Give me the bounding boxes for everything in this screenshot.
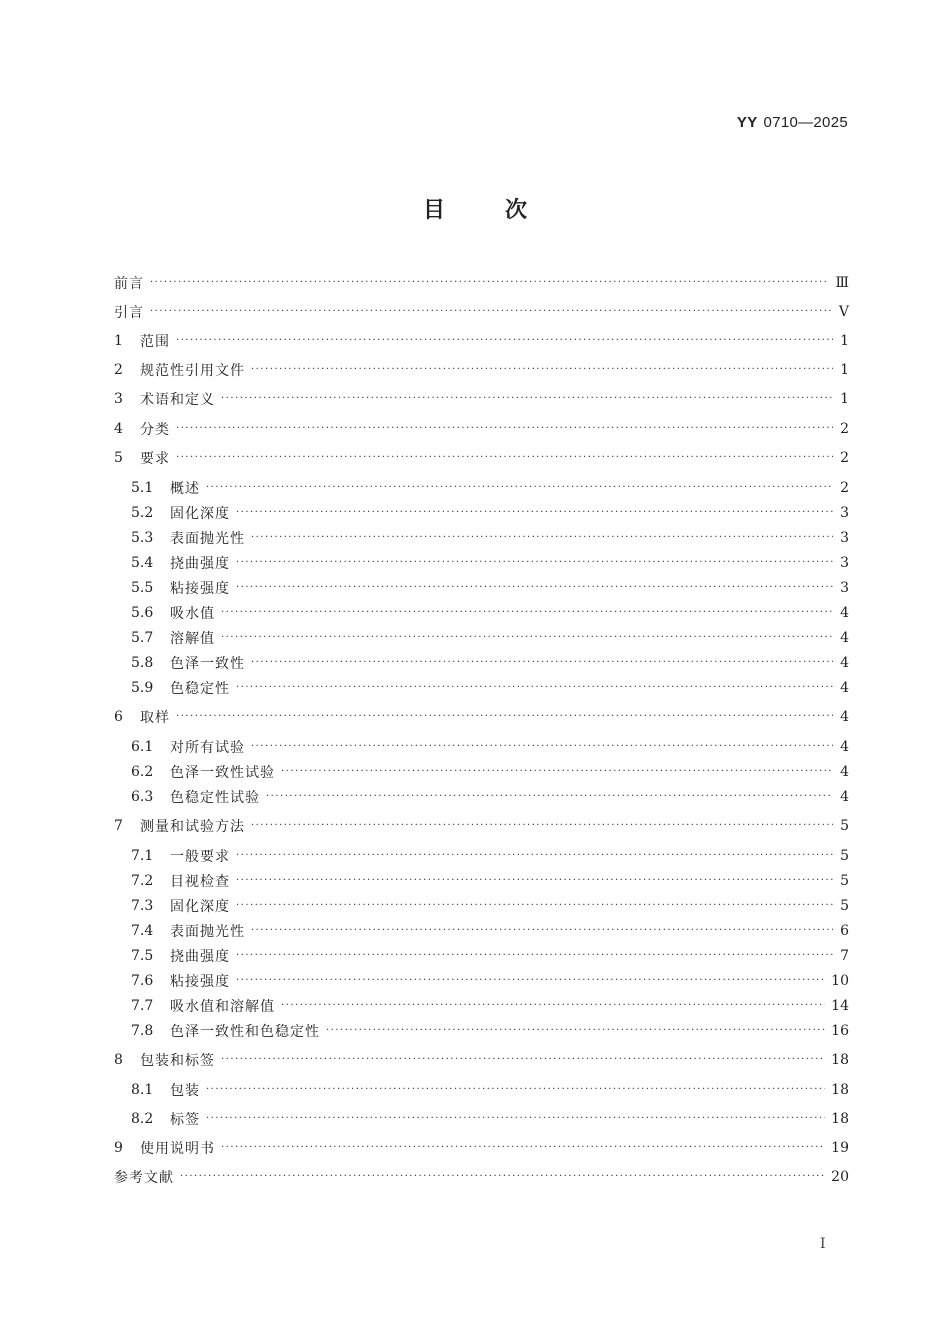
- toc-entry[interactable]: [114, 815, 849, 837]
- toc-entry[interactable]: [114, 1020, 849, 1042]
- toc-entry-label: 固化深度: [170, 506, 230, 522]
- toc-entry[interactable]: [114, 418, 849, 440]
- toc-entry-page: 3: [840, 580, 849, 596]
- toc-entry[interactable]: [114, 970, 849, 992]
- toc-entry-page: 3: [840, 505, 849, 521]
- toc-dot-leader: [150, 276, 829, 290]
- toc-entry[interactable]: [114, 577, 849, 599]
- toc-dot-leader: [236, 974, 825, 988]
- toc-entry-page: 4: [840, 680, 849, 696]
- toc-entry-number: 7.3: [131, 898, 154, 914]
- toc-entry-page: 1: [840, 362, 849, 378]
- toc-dot-leader: [150, 305, 833, 319]
- toc-entry-page: 3: [840, 530, 849, 546]
- toc-entry-number: 5.4: [131, 555, 154, 571]
- toc-dot-leader: [236, 681, 833, 695]
- toc-entry-page: 5: [840, 848, 849, 864]
- toc-entry[interactable]: [114, 706, 849, 728]
- toc-entry-number: 7.8: [131, 1023, 154, 1039]
- toc-entry[interactable]: [114, 388, 849, 410]
- toc-entry[interactable]: [114, 845, 849, 867]
- toc-entry-number: 3: [114, 391, 123, 407]
- toc-entry[interactable]: [114, 677, 849, 699]
- toc-entry-page: 20: [831, 1169, 849, 1185]
- toc-entry-label: 标签: [170, 1112, 200, 1128]
- toc-entry-page: 2: [840, 421, 849, 437]
- toc-entry-label: 术语和定义: [140, 392, 215, 408]
- toc-dot-leader: [251, 656, 833, 670]
- toc-entry-label: 测量和试验方法: [140, 819, 245, 835]
- toc-entry-label: 表面抛光性: [170, 924, 245, 940]
- toc-dot-leader: [236, 949, 833, 963]
- toc-dot-leader: [236, 581, 833, 595]
- toc-entry[interactable]: [114, 301, 849, 323]
- toc-entry-label: 色稳定性: [170, 681, 230, 697]
- page-number: I: [820, 1236, 826, 1252]
- toc-entry-label: 概述: [170, 481, 200, 497]
- toc-entry-page: 6: [840, 923, 849, 939]
- toc-entry-number: 5.8: [131, 655, 154, 671]
- toc-entry-number: 7.7: [131, 998, 154, 1014]
- toc-entry-number: 1: [114, 333, 123, 349]
- toc-entry-label: 固化深度: [170, 899, 230, 915]
- toc-dot-leader: [221, 1053, 825, 1067]
- toc-dot-leader: [251, 531, 833, 545]
- toc-entry-page: 4: [840, 739, 849, 755]
- toc-entry[interactable]: [114, 1166, 849, 1188]
- toc-dot-leader: [251, 363, 833, 377]
- toc-entry-page: 18: [831, 1052, 849, 1068]
- toc-entry[interactable]: [114, 359, 849, 381]
- toc-entry[interactable]: [114, 761, 849, 783]
- toc-entry-page: 1: [840, 333, 849, 349]
- standard-prefix: YY: [736, 114, 758, 131]
- toc-dot-leader: [206, 1083, 825, 1097]
- toc-entry-number: 5.5: [131, 580, 154, 596]
- toc-entry-label: 包装和标签: [140, 1053, 215, 1069]
- toc-entry-page: 2: [840, 450, 849, 466]
- toc-entry[interactable]: [114, 602, 849, 624]
- toc-entry-page: 1: [840, 391, 849, 407]
- toc-entry-label: 参考文献: [114, 1170, 174, 1186]
- toc-dot-leader: [236, 556, 833, 570]
- toc-entry[interactable]: [114, 527, 849, 549]
- toc-entry-page: 18: [831, 1111, 849, 1127]
- toc-entry[interactable]: [114, 1137, 849, 1159]
- toc-dot-leader: [206, 1112, 825, 1126]
- toc-entry-page: 14: [831, 998, 849, 1014]
- toc-entry[interactable]: [114, 627, 849, 649]
- toc-entry-label: 分类: [140, 422, 170, 438]
- toc-entry-label: 取样: [140, 710, 170, 726]
- toc-dot-leader: [176, 334, 833, 348]
- toc-entry-number: 7.2: [131, 873, 154, 889]
- toc-dot-leader: [236, 899, 833, 913]
- toc-dot-leader: [221, 606, 833, 620]
- toc-entry[interactable]: [114, 477, 849, 499]
- toc-entry-page: 4: [840, 709, 849, 725]
- toc-entry-number: 5.9: [131, 680, 154, 696]
- toc-entry-number: 4: [114, 421, 123, 437]
- page-title: 目次: [422, 198, 587, 223]
- toc-entry[interactable]: [114, 995, 849, 1017]
- toc-entry-label: 色泽一致性试验: [170, 765, 275, 781]
- toc-entry[interactable]: [114, 502, 849, 524]
- toc-entry-label: 色泽一致性和色稳定性: [170, 1024, 320, 1040]
- toc-entry-label: 吸水值: [170, 606, 215, 622]
- toc-entry-number: 9: [114, 1140, 123, 1156]
- toc-entry-label: 吸水值和溶解值: [170, 999, 275, 1015]
- toc-entry-label: 目视检查: [170, 874, 230, 890]
- toc-entry[interactable]: [114, 330, 849, 352]
- standard-code: [737, 114, 848, 131]
- standard-number: 0710—2025: [763, 114, 848, 131]
- toc-dot-leader: [180, 1170, 825, 1184]
- toc-entry-number: 8.1: [131, 1082, 154, 1098]
- toc-entry[interactable]: [114, 552, 849, 574]
- toc-entry-label: 规范性引用文件: [140, 363, 245, 379]
- toc-entry-number: 6.1: [131, 739, 154, 755]
- toc-entry-label: 要求: [140, 451, 170, 467]
- toc-entry[interactable]: [114, 652, 849, 674]
- toc-entry-label: 溶解值: [170, 631, 215, 647]
- toc-dot-leader: [176, 710, 833, 724]
- toc-entry[interactable]: [114, 1079, 849, 1101]
- toc-entry-page: 4: [840, 764, 849, 780]
- toc-entry[interactable]: [114, 447, 849, 469]
- toc-dot-leader: [326, 1024, 825, 1038]
- toc-entry-number: 7.5: [131, 948, 154, 964]
- toc-entry-label: 一般要求: [170, 849, 230, 865]
- toc-entry-label: 色稳定性试验: [170, 790, 260, 806]
- toc-entry-label: 粘接强度: [170, 581, 230, 597]
- toc-entry-page: 5: [840, 898, 849, 914]
- toc-entry-label: 挠曲强度: [170, 949, 230, 965]
- toc-dot-leader: [281, 765, 833, 779]
- toc-entry[interactable]: [114, 736, 849, 758]
- toc-entry-page: 16: [831, 1023, 849, 1039]
- toc-entry-number: 7.4: [131, 923, 154, 939]
- toc-entry-label: 使用说明书: [140, 1141, 215, 1157]
- toc-entry-page: Ⅲ: [835, 275, 849, 291]
- toc-entry-number: 8: [114, 1052, 123, 1068]
- toc-entry-label: 引言: [114, 305, 144, 321]
- toc-dot-leader: [221, 631, 833, 645]
- toc-entry-number: 6: [114, 709, 123, 725]
- toc-entry[interactable]: [114, 786, 849, 808]
- toc-dot-leader: [251, 819, 833, 833]
- toc-dot-leader: [236, 874, 833, 888]
- toc-entry-label: 包装: [170, 1083, 200, 1099]
- toc-entry-label: 表面抛光性: [170, 531, 245, 547]
- toc-entry-page: 19: [831, 1140, 849, 1156]
- toc-dot-leader: [251, 924, 833, 938]
- toc-entry-label: 粘接强度: [170, 974, 230, 990]
- toc-entry-label: 挠曲强度: [170, 556, 230, 572]
- toc-entry-page: 2: [840, 480, 849, 496]
- toc-entry-page: 7: [840, 948, 849, 964]
- toc-entry[interactable]: [114, 920, 849, 942]
- toc-dot-leader: [176, 422, 833, 436]
- toc-entry[interactable]: [114, 1049, 849, 1071]
- toc-dot-leader: [176, 451, 833, 465]
- toc-entry[interactable]: [114, 1108, 849, 1130]
- toc-entry-number: 5.7: [131, 630, 154, 646]
- toc-entry-page: 5: [840, 818, 849, 834]
- toc-dot-leader: [281, 999, 825, 1013]
- toc-entry-number: 5.1: [131, 480, 154, 496]
- toc-entry-number: 7: [114, 818, 123, 834]
- toc-dot-leader: [206, 481, 833, 495]
- toc-entry-label: 前言: [114, 276, 144, 292]
- toc-entry-page: 10: [831, 973, 849, 989]
- toc-dot-leader: [266, 790, 833, 804]
- toc-entry-number: 5.3: [131, 530, 154, 546]
- toc-entry[interactable]: [114, 272, 849, 294]
- toc-entry-label: 范围: [140, 334, 170, 350]
- toc-entry-page: Ⅴ: [838, 304, 849, 320]
- toc-entry[interactable]: [114, 945, 849, 967]
- toc-entry-page: 4: [840, 655, 849, 671]
- toc-entry[interactable]: [114, 870, 849, 892]
- toc-dot-leader: [236, 506, 833, 520]
- toc-dot-leader: [221, 1141, 825, 1155]
- toc-entry-page: 4: [840, 605, 849, 621]
- toc-entry-number: 5: [114, 450, 123, 466]
- toc-entry-number: 7.6: [131, 973, 154, 989]
- toc-entry-number: 2: [114, 362, 123, 378]
- toc-entry-number: 5.6: [131, 605, 154, 621]
- toc-entry-page: 4: [840, 789, 849, 805]
- toc-entry-page: 3: [840, 555, 849, 571]
- toc-dot-leader: [221, 392, 833, 406]
- toc-entry-number: 6.2: [131, 764, 154, 780]
- toc-dot-leader: [236, 849, 833, 863]
- toc-dot-leader: [251, 740, 833, 754]
- toc-entry-label: 对所有试验: [170, 740, 245, 756]
- toc-entry-number: 7.1: [131, 848, 154, 864]
- toc-entry-page: 4: [840, 630, 849, 646]
- toc-entry-number: 5.2: [131, 505, 154, 521]
- toc-entry-page: 5: [840, 873, 849, 889]
- toc-entry-number: 6.3: [131, 789, 154, 805]
- toc-entry-number: 8.2: [131, 1111, 154, 1127]
- toc-entry-label: 色泽一致性: [170, 656, 245, 672]
- toc-entry-page: 18: [831, 1082, 849, 1098]
- toc-entry[interactable]: [114, 895, 849, 917]
